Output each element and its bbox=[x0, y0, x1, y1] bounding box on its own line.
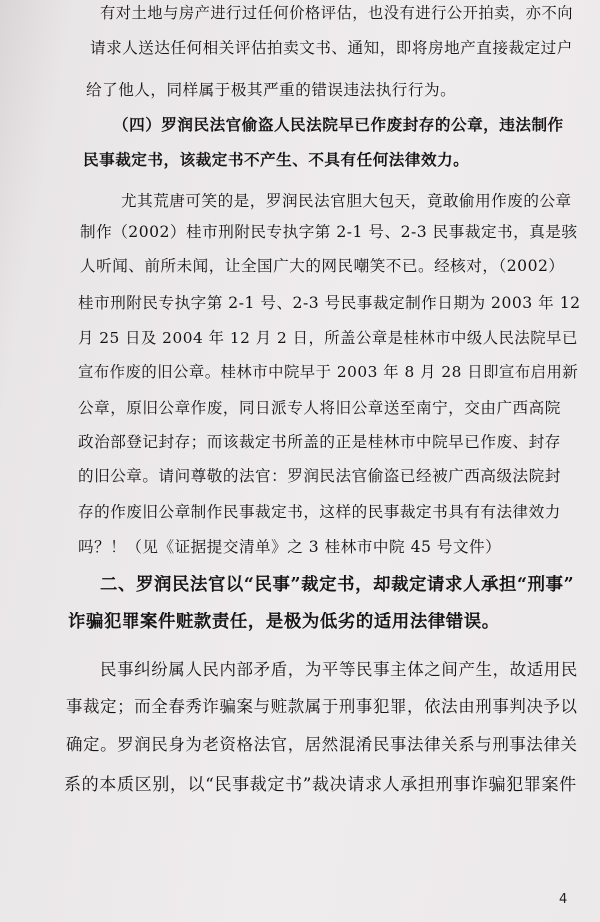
text-line: 系的本质区别，以“民事裁定书”裁决请求人承担刑事诈骗犯罪案件 bbox=[64, 775, 577, 795]
subheading-line: （四）罗润民法官偷盗人民法院早已作废封存的公章，违法制作 bbox=[113, 115, 564, 134]
text-line: 吗？！（见《证据提交清单》之 3 桂林市中院 45 号文件） bbox=[78, 538, 502, 556]
text-line: 公章，原旧公章作废，同日派专人将旧公章送至南宁，交由广西高院 bbox=[78, 399, 561, 417]
text-line: 存的作废旧公章制作民事裁定书，这样的民事裁定书具有有法律效力 bbox=[78, 503, 561, 521]
text-line: 给了他人，同样属于极其严重的错误违法执行行为。 bbox=[86, 81, 457, 99]
text-line: 请求人送达任何相关评估拍卖文书、通知，即将房地产直接裁定过户 bbox=[90, 39, 573, 57]
text-line: 人听闻、前所未闻，让全国广大的网民嘲笑不已。经核对，（2002） bbox=[80, 257, 565, 275]
subheading-line: 民事裁定书，该裁定书不产生、不具有任何法律效力。 bbox=[83, 150, 470, 169]
text-line: 月 25 日及 2004 年 12 月 2 日，所盖公章是桂林市中级人民法院早已 bbox=[78, 329, 578, 347]
text-line: 的旧公章。请问尊敬的法官：罗润民法官偷盗已经被广西高级法院封 bbox=[78, 467, 561, 485]
text-line: 制作（2002）桂市刑附民专执字第 2-1 号、2-3 民事裁定书，真是骇 bbox=[80, 223, 578, 241]
text-line: 确定。罗润民身为老资格法官，居然混淆民事法律关系与刑事法律关 bbox=[66, 735, 578, 754]
section-heading-line: 二、罗润民法官以“民事”裁定书，却裁定请求人承担“刑事” bbox=[100, 575, 575, 595]
text-line: 宣布作废的旧公章。桂林市中院早于 2003 年 8 月 28 日即宣布启用新 bbox=[78, 363, 579, 381]
text-line: 尤其荒唐可笑的是，罗润民法官胆大包天，竟敢偷用作废的公章 bbox=[121, 192, 572, 210]
text-line: 政治部登记封存；而该裁定书所盖的正是桂林市中院早已作废、封存 bbox=[78, 433, 561, 451]
text-line: 民事纠纷属人民内部矛盾，为平等民事主体之间产生，故适用民 bbox=[100, 660, 578, 679]
text-line: 有对土地与房产进行过任何价格评估，也没有进行公开拍卖，亦不向 bbox=[100, 4, 573, 22]
text-line: 事裁定；而全春秀诈骗案与赃款属于刑事犯罪，依法由刑事判决予以 bbox=[66, 697, 578, 716]
section-heading-line: 诈骗犯罪案件赃款责任，是极为低劣的适用法律错误。 bbox=[68, 612, 500, 632]
page-number: 4 bbox=[559, 892, 568, 907]
text-line: 桂市刑附民专执字第 2-1 号、2-3 号民事裁定制作日期为 2003 年 12 bbox=[78, 294, 581, 312]
